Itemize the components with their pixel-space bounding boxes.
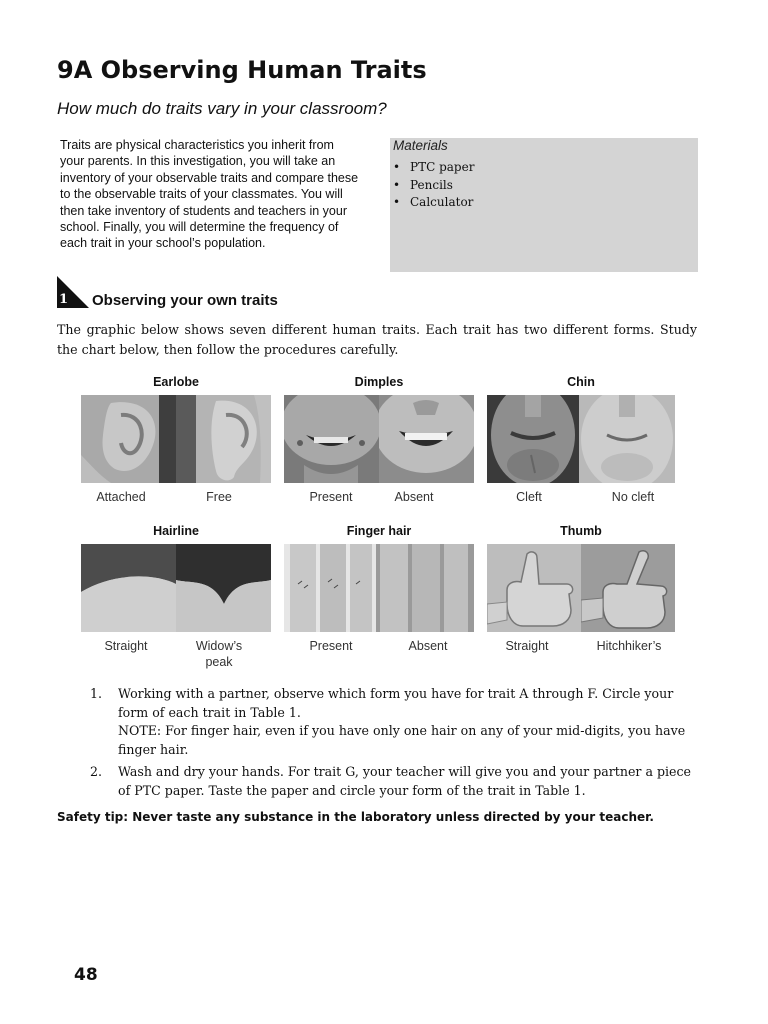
trait-form-label: Present	[309, 639, 353, 653]
dimples-absent-photo	[379, 395, 474, 483]
thumb-straight-photo	[487, 544, 581, 632]
materials-item: • Calculator	[390, 195, 474, 213]
section-body: The graphic below shows seven different human traits. Each trait has two different forms. Study the chart below, then follow the procedures carefully.	[57, 322, 697, 357]
trait-title: Thumb	[560, 524, 602, 538]
trait-form-label: No cleft	[611, 490, 655, 504]
trait-title: Dimples	[354, 375, 404, 389]
trait-chin	[487, 375, 675, 515]
finger-hair-absent-photo	[376, 544, 474, 632]
procedure-step	[90, 763, 696, 800]
materials-item: • Pencils	[390, 178, 474, 196]
trait-title: Finger hair	[346, 524, 412, 538]
section-heading: Observing your own traits	[92, 292, 278, 309]
materials-item: • PTC paper	[390, 160, 474, 178]
page-title: 9A Observing Human Traits	[57, 56, 427, 84]
trait-thumb	[487, 524, 675, 664]
trait-title: Chin	[567, 375, 595, 389]
materials-heading: Materials	[393, 138, 448, 153]
chin-cleft-photo	[487, 395, 579, 483]
hairline-widows-peak-photo	[176, 544, 271, 632]
trait-form-label: Absent	[394, 490, 434, 504]
materials-box	[390, 138, 698, 272]
trait-title: Earlobe	[153, 375, 199, 389]
trait-form-label: Present	[309, 490, 353, 504]
trait-form-label: Hitchhiker’s	[596, 639, 662, 653]
dimples-present-photo	[284, 395, 379, 483]
procedure-text: Working with a partner, observe which form you have for trait A through F. Circle your form of each trait in Table 1.	[118, 686, 674, 720]
procedure-list	[90, 685, 696, 805]
procedure-step	[90, 685, 696, 759]
trait-dimples	[284, 375, 474, 515]
procedure-text: Wash and dry your hands. For trait G, your teacher will give you and your partner a piece of PTC paper. Taste the paper and circle your form of the trait in Table 1.	[118, 764, 692, 798]
step-number: 1	[59, 292, 69, 307]
trait-title: Hairline	[153, 524, 199, 538]
trait-finger-hair	[284, 524, 474, 664]
intro-paragraph: Traits are physical characteristics you inherit from your parents. In this investigation, you will take an inventory of your observable traits and compare these to the observable traits of your classmates. You will then take inventory of students and teachers in your school. Finally, you will determine the frequency of each trait in your school’s population.	[60, 138, 359, 251]
hairline-straight-photo	[81, 544, 176, 632]
materials-list	[390, 160, 474, 213]
trait-hairline	[81, 524, 271, 674]
procedure-number: 1.	[90, 686, 103, 701]
safety-tip: Safety tip: Never taste any substance in the laboratory unless directed by your teacher.	[57, 810, 654, 824]
earlobe-attached-photo	[81, 395, 176, 483]
trait-form-label: Absent	[408, 639, 448, 653]
earlobe-free-photo	[176, 395, 271, 483]
page-subtitle: How much do traits vary in your classroom?	[57, 99, 387, 118]
thumb-hitchhiker-photo	[581, 544, 675, 632]
procedure-note: NOTE: For finger hair, even if you have only one hair on any of your mid-digits, you have finger hair.	[118, 723, 686, 757]
trait-form-label: Free	[206, 490, 232, 504]
page-number: 48	[74, 965, 98, 985]
trait-form-label: Straight	[104, 639, 148, 653]
finger-hair-present-photo	[284, 544, 376, 632]
procedure-number: 2.	[90, 764, 103, 780]
trait-form-label: Straight	[505, 639, 549, 653]
chin-no-cleft-photo	[579, 395, 675, 483]
trait-form-label: Cleft	[516, 490, 542, 504]
trait-earlobe	[81, 375, 271, 515]
trait-form-label: Widow’s peak	[195, 639, 243, 669]
trait-form-label: Attached	[96, 490, 146, 504]
